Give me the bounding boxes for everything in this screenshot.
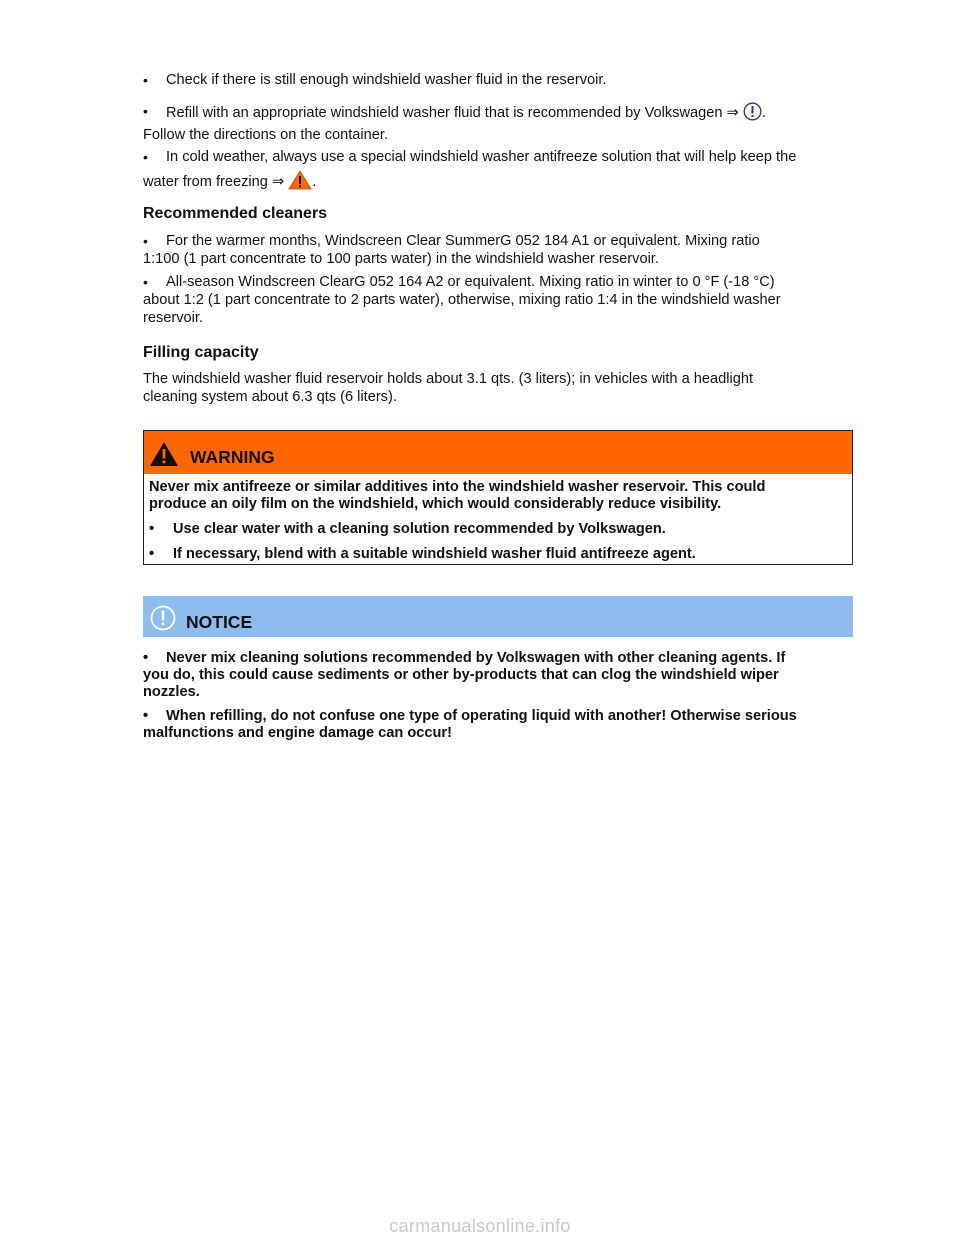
notice-icon bbox=[150, 605, 176, 636]
list-item-continuation: water from freezing ⇒ bbox=[143, 174, 285, 190]
notice-header bbox=[143, 596, 853, 637]
notice-icon bbox=[743, 102, 762, 126]
list-item-text: In cold weather, always use a special windshield washer antifreeze solution that will help keep the bbox=[166, 149, 797, 165]
list-item-continuation: Follow the directions on the container. bbox=[143, 127, 388, 143]
warning-title: WARNING bbox=[190, 447, 275, 467]
notice-title: NOTICE bbox=[186, 612, 253, 632]
list-item: • All-season Windscreen ClearG 052 164 A2 or equivalent. Mixing ratio in winter to 0 °F (-18 °C) about 1:2 (1 part concentrate to 2 parts water), otherwise, mixing ratio 1:4 in the windshield washer reservoir. bbox=[143, 273, 876, 327]
section-heading-cleaners: Recommended cleaners bbox=[143, 205, 328, 222]
list-item-text: Check if there is still enough windshield washer fluid in the reservoir. bbox=[166, 72, 607, 88]
warning-header bbox=[144, 431, 852, 474]
list-item bbox=[143, 71, 866, 89]
warning-triangle-icon bbox=[288, 170, 312, 199]
notice-bullet: • Never mix cleaning solutions recommended by Volkswagen with other cleaning agents. If you do, this could cause sediments or other by-products that can clog the windshield wiper nozzles. bbox=[143, 650, 866, 701]
watermark: carmanualsonline.info bbox=[389, 1216, 571, 1236]
list-item: • For the warmer months, Windscreen Clear SummerG 052 184 A1 or equivalent. Mixing ratio 1:100 (1 part concentrate to 100 parts water) in the windshield washer reservoir. bbox=[143, 232, 866, 268]
list-item-text: Refill with an appropriate windshield washer fluid that is recommended by Volkswagen ⇒ bbox=[166, 105, 739, 121]
notice-bullet: • When refilling, do not confuse one type of operating liquid with another! Otherwise serious malfunctions and engine damage can occur! bbox=[143, 708, 866, 742]
warning-bullet: • If necessary, blend with a suitable windshield washer fluid antifreeze agent. bbox=[149, 546, 847, 563]
list-item: • Refill with an appropriate windshield washer fluid that is recommended by Volkswagen ⇒ . Follow the directions on the container. bbox=[143, 102, 866, 144]
list-item: • In cold weather, always use a special windshield washer antifreeze solution that will help keep the water from freezing ⇒ . bbox=[143, 145, 876, 199]
warning-bullet: • Use clear water with a cleaning solution recommended by Volkswagen. bbox=[149, 521, 847, 538]
warning-triangle-icon bbox=[149, 441, 179, 472]
section-heading-capacity: Filling capacity bbox=[143, 344, 259, 361]
capacity-paragraph: The windshield washer fluid reservoir holds about 3.1 qts. (3 liters); in vehicles with a headlight cleaning system about 6.3 qts (6 liters). bbox=[143, 371, 754, 405]
warning-box bbox=[143, 430, 853, 565]
warning-body: Never mix antifreeze or similar additives into the windshield washer reservoir. This could produce an oily film on the windshield, which would considerably reduce visibility. • Use clear water with a cleaning solution recommended by Volkswagen. • If necessary, blend with a suitable windshield washer fluid antifreeze agent. bbox=[144, 474, 852, 563]
